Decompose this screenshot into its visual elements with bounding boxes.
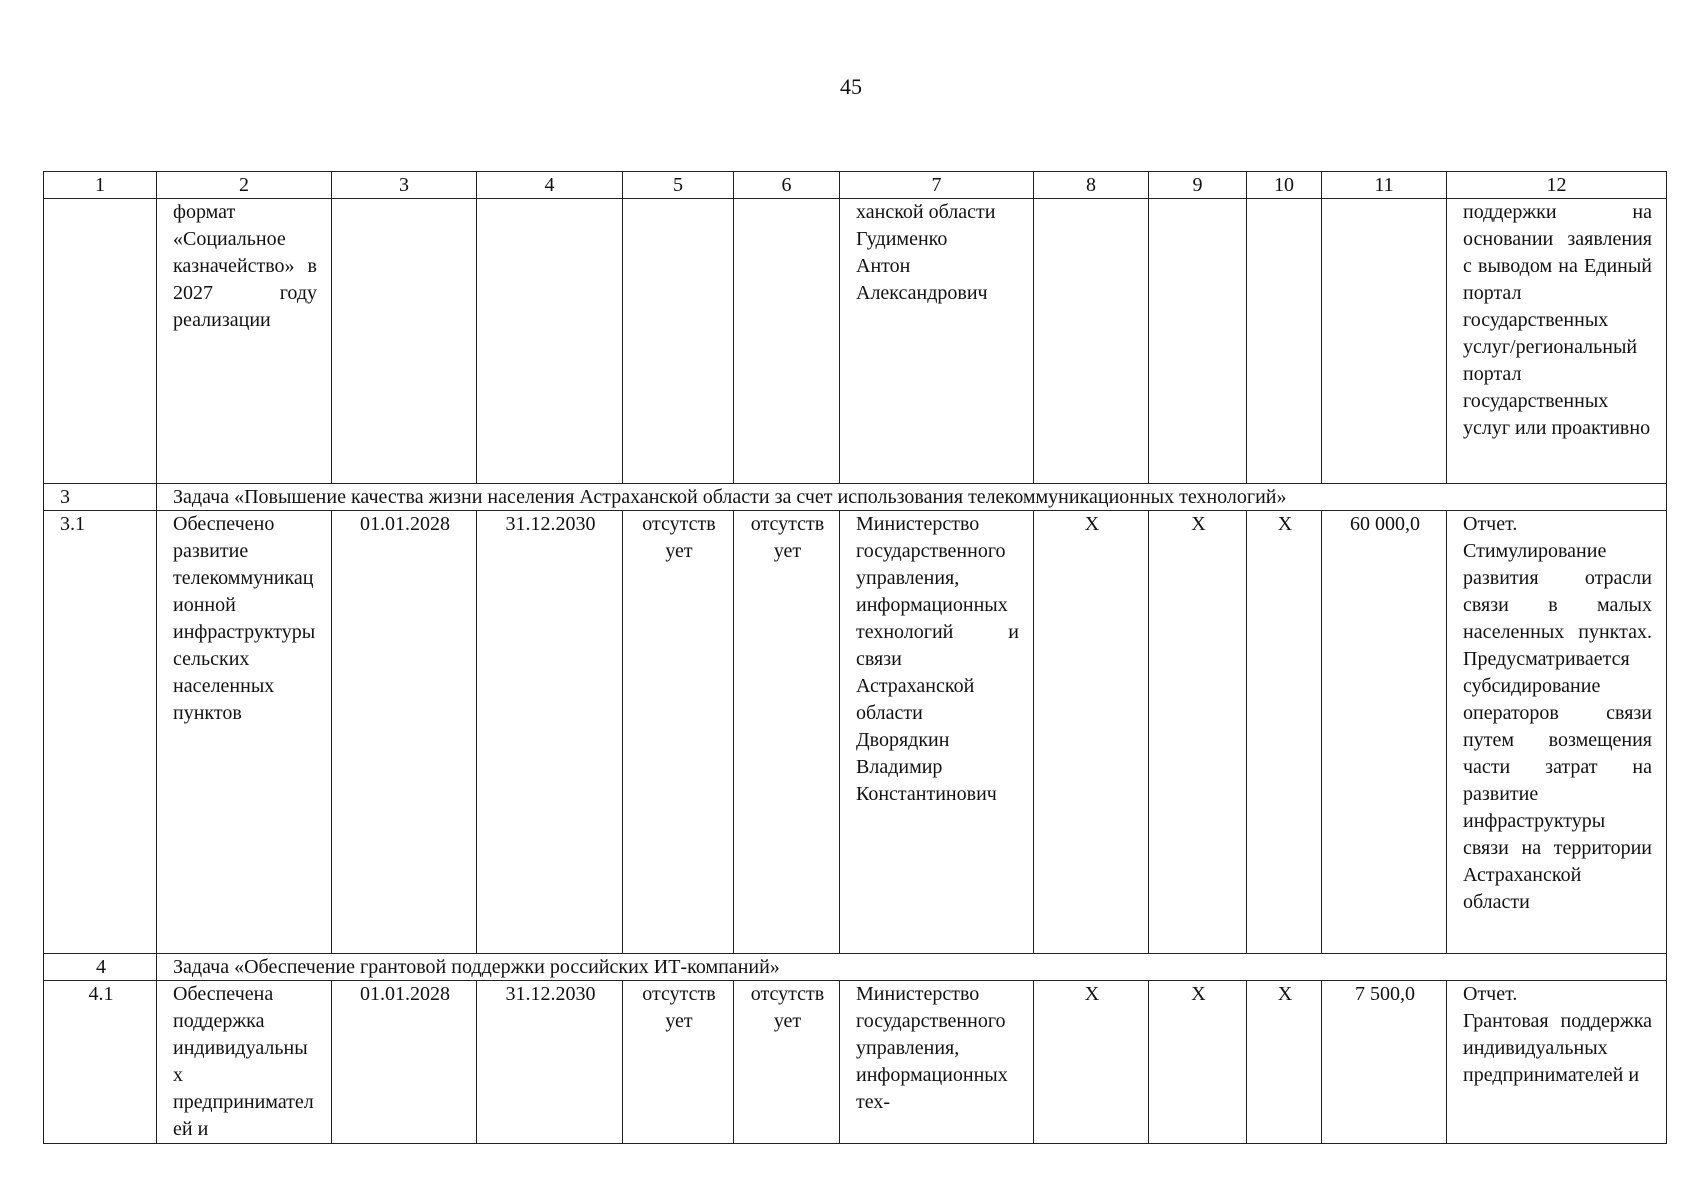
cell-col9: X bbox=[1149, 511, 1247, 954]
cell-col8 bbox=[1034, 199, 1149, 484]
task-row bbox=[44, 954, 1667, 981]
table-row-continued bbox=[44, 199, 1667, 484]
cell-amount: 60 000,0 bbox=[1322, 511, 1447, 954]
cell-col5: отсутствует bbox=[623, 981, 734, 1144]
cell-col9: X bbox=[1149, 981, 1247, 1144]
column-header: 9 bbox=[1149, 172, 1247, 199]
column-number-row bbox=[44, 172, 1667, 199]
column-header: 12 bbox=[1447, 172, 1667, 199]
cell-responsible: ханской области Гудименко Антон Александрович bbox=[840, 199, 1034, 484]
cell-col10: X bbox=[1247, 511, 1322, 954]
task-title: Задача «Обеспечение грантовой поддержки российских ИТ-компаний» bbox=[157, 954, 1667, 981]
cell-end-date: 31.12.2030 bbox=[477, 511, 623, 954]
task-number: 4 bbox=[44, 954, 157, 981]
cell-end-date bbox=[477, 199, 623, 484]
column-header: 4 bbox=[477, 172, 623, 199]
column-header: 11 bbox=[1322, 172, 1447, 199]
cell-result: формат «Социальное казначейство» в 2027 году реализации bbox=[157, 199, 332, 484]
column-header: 2 bbox=[157, 172, 332, 199]
cell-amount: 7 500,0 bbox=[1322, 981, 1447, 1144]
cell-start-date bbox=[332, 199, 477, 484]
cell-responsible: Министерство государственного управления, информационных тех- bbox=[840, 981, 1034, 1144]
cell-col10 bbox=[1247, 199, 1322, 484]
column-header: 10 bbox=[1247, 172, 1322, 199]
cell-col9 bbox=[1149, 199, 1247, 484]
task-title: Задача «Повышение качества жизни населения Астраханской области за счет использования телекоммуникационных технологий» bbox=[157, 484, 1667, 511]
cell-number: 4.1 bbox=[44, 981, 157, 1144]
column-header: 8 bbox=[1034, 172, 1149, 199]
cell-result: Обеспечено развитие телекоммуникационной инфраструктуры сельских населенных пунктов bbox=[157, 511, 332, 954]
page-number: 45 bbox=[840, 74, 862, 99]
cell-description: поддержки на основании заявления с выводом на Единый портал государственных услуг/региональный портал государственных услуг или проактивно bbox=[1447, 199, 1667, 484]
task-row bbox=[44, 484, 1667, 511]
cell-col8: X bbox=[1034, 511, 1149, 954]
measures-table bbox=[43, 171, 1667, 1144]
cell-start-date: 01.01.2028 bbox=[332, 511, 477, 954]
cell-col5 bbox=[623, 199, 734, 484]
cell-result: Обеспечена поддержка индивидуальных предпринимателей и bbox=[157, 981, 332, 1144]
cell-col6: отсутствует bbox=[734, 511, 840, 954]
cell-amount bbox=[1322, 199, 1447, 484]
cell-col5: отсутствует bbox=[623, 511, 734, 954]
cell-col6: отсутствует bbox=[734, 981, 840, 1144]
cell-number: 3.1 bbox=[44, 511, 157, 954]
column-header: 3 bbox=[332, 172, 477, 199]
cell-responsible: Министерство государственного управления, информационных технологий и связи Астраханской области Дворядкин Владимир Константинович bbox=[840, 511, 1034, 954]
table-row bbox=[44, 981, 1667, 1144]
cell-number bbox=[44, 199, 157, 484]
cell-description: Отчет. Грантовая поддержка индивидуальных предпринимателей и bbox=[1447, 981, 1667, 1144]
task-number: 3 bbox=[44, 484, 157, 511]
cell-col6 bbox=[734, 199, 840, 484]
cell-col8: X bbox=[1034, 981, 1149, 1144]
column-header: 7 bbox=[840, 172, 1034, 199]
cell-end-date: 31.12.2030 bbox=[477, 981, 623, 1144]
table-row bbox=[44, 511, 1667, 954]
column-header: 1 bbox=[44, 172, 157, 199]
column-header: 5 bbox=[623, 172, 734, 199]
cell-description: Отчет. Стимулирование развития отрасли связи в малых населенных пунктах. Предусматривается субсидирование операторов связи путем возмещения части затрат на развитие инфраструктуры связи на территории Астраханской области bbox=[1447, 511, 1667, 954]
cell-start-date: 01.01.2028 bbox=[332, 981, 477, 1144]
column-header: 6 bbox=[734, 172, 840, 199]
cell-col10: X bbox=[1247, 981, 1322, 1144]
